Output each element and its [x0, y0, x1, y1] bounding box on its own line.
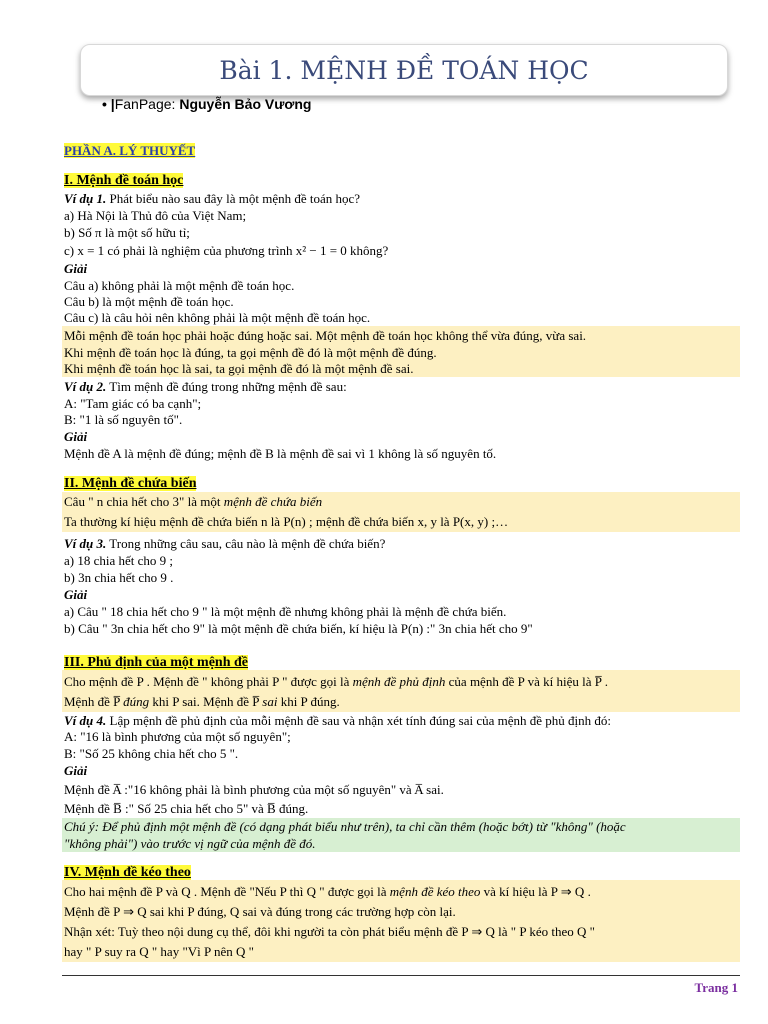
sec1-g4: Mệnh đề A là mệnh đề đúng; mệnh đề B là mệnh đề sai vì 1 không là số nguyên tố. — [64, 446, 497, 461]
sec3-box1 — [64, 674, 608, 690]
vd1-label: Ví dụ 1. — [64, 191, 107, 206]
sec3-heading-label: III. Phủ định của một mệnh đề — [64, 655, 248, 670]
sec1-A: A: "Tam giác có ba cạnh"; — [64, 396, 202, 411]
vd3-text: Trong những câu sau, câu nào là mệnh đề chứa biến? — [109, 536, 386, 551]
sec3-box2-c: khi P sai. Mệnh đề P̅ — [149, 694, 263, 709]
page-title: Bài 1. MỆNH ĐỀ TOÁN HỌC — [219, 56, 589, 85]
sec1-g3: Câu c) là câu hỏi nên không phải là một mệnh đề toán học. — [64, 310, 371, 325]
vd2-label: Ví dụ 2. — [64, 379, 107, 394]
sec4-l1-term: mệnh đề kéo theo — [389, 884, 481, 899]
vd3-label: Ví dụ 3. — [64, 536, 107, 551]
fanpage-line — [102, 96, 311, 112]
note-text1: Để phủ định một mệnh đề (có dạng phát biểu như trên), ta chỉ cần thêm (hoặc bớt) từ "không" (hoặc — [99, 819, 626, 834]
sec1-g2: Câu b) là một mệnh đề toán học. — [64, 294, 234, 309]
sec4-l2: Mệnh đề P ⇒ Q sai khi P đúng, Q sai và đúng trong các trường hợp còn lại. — [64, 904, 456, 919]
sec3-box2-b: đúng — [123, 694, 150, 709]
sec3-note2: "không phải") vào trước vị ngữ của mệnh đề đó. — [64, 836, 316, 851]
sec3-B: B: "Số 25 không chia hết cho 5 ". — [64, 746, 239, 761]
vd4-text: Lập mệnh đề phủ định của mỗi mệnh đề sau và nhận xét tính đúng sai của mệnh đề phủ định đó: — [109, 713, 611, 728]
sec2-box2: Ta thường kí hiệu mệnh đề chứa biến n là P(n) ; mệnh đề chứa biến x, y là P(x, y) ;… — [64, 514, 509, 529]
sec3-g1: Mệnh đề A̅ :"16 không phải là bình phương của một số nguyên" và A̅ sai. — [64, 782, 444, 797]
title-box — [80, 44, 728, 96]
sec3-box2-d: sai — [262, 694, 278, 709]
sec3-box2-e: khi P đúng. — [277, 694, 340, 709]
part-a-heading — [64, 143, 195, 159]
sec4-l1-c: và kí hiệu là P ⇒ Q . — [480, 884, 591, 899]
sec3-giai: Giải — [64, 763, 88, 778]
page-number: Trang 1 — [694, 980, 738, 995]
sec1-c: c) x = 1 có phải là nghiệm của phương trình x² − 1 = 0 không? — [64, 243, 389, 258]
sec3-note1 — [64, 819, 626, 835]
sec1-giai: Giải — [64, 261, 88, 276]
sec3-box2-a: Mệnh đề P̅ — [64, 694, 124, 709]
sec1-box3: Khi mệnh đề toán học là sai, ta gọi mệnh đề đó là một mệnh đề sai. — [64, 361, 414, 376]
sec2-box1-term: mệnh đề chứa biến — [223, 494, 323, 509]
sec2-g1: a) Câu " 18 chia hết cho 9 " là một mệnh đề nhưng không phải là mệnh đề chứa biến. — [64, 604, 507, 619]
vd2 — [64, 379, 347, 395]
part-a-label: PHẦN A. LÝ THUYẾT — [64, 143, 196, 158]
sec3-heading — [64, 654, 248, 671]
bullet: • | — [102, 96, 115, 112]
vd3 — [64, 536, 385, 552]
sec3-box1-c: của mệnh đề P và kí hiệu là P̅ . — [445, 674, 608, 689]
fanpage-name: Nguyễn Bảo Vương — [179, 96, 312, 112]
sec1-b: b) Số π là một số hữu tỉ; — [64, 225, 190, 240]
sec4-l4: hay " P suy ra Q " hay "Vì P nên Q " — [64, 944, 254, 959]
vd4-label: Ví dụ 4. — [64, 713, 107, 728]
sec4-heading — [64, 864, 191, 881]
sec1-giai2: Giải — [64, 429, 88, 444]
sec3-A: A: "16 là bình phương của một số nguyên"; — [64, 729, 291, 744]
vd2-text: Tìm mệnh đề đúng trong những mệnh đề sau: — [109, 379, 347, 394]
vd1 — [64, 191, 360, 207]
sec2-a: a) 18 chia hết cho 9 ; — [64, 553, 174, 568]
sec1-heading — [64, 172, 183, 189]
sec1-box2: Khi mệnh đề toán học là đúng, ta gọi mệnh đề đó là một mệnh đề đúng. — [64, 345, 437, 360]
sec2-box1-text: Câu " n chia hết cho 3" là một — [64, 494, 224, 509]
sec1-heading-label: I. Mệnh đề toán học — [64, 173, 184, 188]
sec2-b: b) 3n chia hết cho 9 . — [64, 570, 174, 585]
sec3-box1-term: mệnh đề phủ định — [352, 674, 446, 689]
sec4-l1-a: Cho hai mệnh đề P và Q . Mệnh đề "Nếu P thì Q " được gọi là — [64, 884, 390, 899]
sec1-g1: Câu a) không phải là một mệnh đề toán học. — [64, 278, 295, 293]
sec2-box1 — [64, 494, 322, 510]
fanpage-label: FanPage: — [114, 96, 176, 112]
vd4 — [64, 713, 611, 729]
sec2-heading-label: II. Mệnh đề chứa biến — [64, 476, 197, 491]
note-label: Chú ý: — [64, 819, 100, 834]
sec1-box1: Mỗi mệnh đề toán học phải hoặc đúng hoặc sai. Một mệnh đề toán học không thể vừa đúng, vừa sai. — [64, 328, 587, 343]
sec3-g2: Mệnh đề B̅ :" Số 25 chia hết cho 5" và B̅ đúng. — [64, 801, 309, 816]
sec3-box2 — [64, 694, 340, 710]
sec4-heading-label: IV. Mệnh đề kéo theo — [64, 865, 191, 880]
sec1-a: a) Hà Nội là Thủ đô của Việt Nam; — [64, 208, 247, 223]
sec2-heading — [64, 475, 196, 492]
sec2-giai: Giải — [64, 587, 88, 602]
sec4-l1 — [64, 884, 591, 900]
sec4-l3: Nhận xét: Tuỳ theo nội dung cụ thể, đôi khi người ta còn phát biểu mệnh đề P ⇒ Q là " P kéo theo Q " — [64, 924, 595, 939]
footer-divider — [62, 975, 740, 976]
vd1-text: Phát biểu nào sau đây là một mệnh đề toán học? — [109, 191, 361, 206]
sec1-B: B: "1 là số nguyên tố". — [64, 412, 183, 427]
sec3-box1-a: Cho mệnh đề P . Mệnh đề " không phải P " được gọi là — [64, 674, 353, 689]
sec2-g2: b) Câu " 3n chia hết cho 9" là một mệnh đề chứa biến, kí hiệu là P(n) :" 3n chia hết cho 9" — [64, 621, 533, 636]
